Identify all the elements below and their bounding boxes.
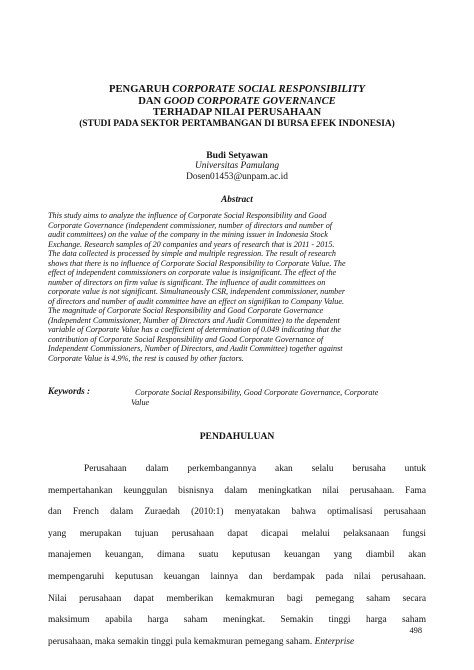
keywords-line-2: Value (131, 398, 150, 407)
keywords-line-1: Corporate Social Responsibility, Good Corporate Governance, Corporate (135, 388, 379, 397)
author-block (48, 150, 426, 183)
abstract-line: The magnitude of Corporate Social Responsibility and Good Corporate Governance (48, 306, 324, 315)
abstract-line: Exchange. Research samples of 20 companies and years of research that is 2011 - 2015. (48, 239, 335, 249)
abstract-line: variable of Corporate Value has a coefficient of determination of 0.049 indicating that the (48, 325, 341, 334)
body-line: manajemen keuangan, dimana suatu keputusan keuangan yang diambil akan (48, 550, 426, 561)
abstract-line: (Independent Commissioner, Number of Directors and Audit Committee) to the dependent (48, 315, 340, 325)
page-number: 498 (409, 626, 422, 635)
title-line-2: DAN GOOD CORPORATE GOVERNANCE (138, 95, 336, 107)
abstract-line: corporate value is not significant. Simultaneously CSR, independent commissioner, number (48, 287, 345, 296)
author-email: Dosen01453@unpam.ac.id (186, 172, 288, 182)
title-line-4: (STUDI PADA SEKTOR PERTAMBANGAN DI BURSA EFEK INDONESIA) (79, 118, 395, 129)
author-name: Budi Setyawan (206, 150, 268, 161)
body-line: Perusahaan dalam perkembangannya akan selalu berusaha untuk (84, 464, 426, 474)
body-line: yang merupakan tujuan perusahaan dapat dicapai melalui pelaksanaan fungsi (48, 528, 426, 539)
body-line: maksimum apabila harga saham meningkat. Semakin tinggi harga saham (48, 615, 426, 626)
abstract-heading: Abstract (221, 194, 253, 204)
abstract-body (48, 211, 426, 363)
abstract-line: contribution of Corporate Social Responsibility and Good Corporate Governance of (48, 334, 324, 344)
body-line: Nilai perusahaan dapat memberikan kemakmuran bagi pemegang saham secara (48, 593, 426, 604)
abstract-line: The data collected is processed by simple and multiple regression. The result of research (48, 249, 336, 258)
abstract-line: effect of independent commissioners on corporate value is insignificant. The effect of the (48, 268, 337, 277)
body-text (48, 459, 426, 653)
abstract-line: audit committees) on the value of the company in the mining issuer in Indonesia Stock (48, 230, 328, 239)
body-line-last: perusahaan, maka semakin tinggi pula kemakmuran pemegang saham. Enterprise (48, 636, 355, 647)
title-line-3: TERHADAP NILAI PERUSAHAAN (152, 107, 322, 119)
keywords-label: Keywords : (48, 386, 91, 396)
abstract-line: shows that there is no influence of Corporate Social Responsibility to Corporate Value. The (48, 258, 346, 268)
abstract-line: Corporate Value is 4.9%, the rest is caused by other factors. (48, 353, 244, 363)
title-line-1: PENGARUH CORPORATE SOCIAL RESPONSIBILITY (109, 84, 365, 95)
abstract-line: number of directors on firm value is significant. The influence of audit committees on (48, 277, 326, 287)
abstract-line: Corporate Governance (independent commissioner, number of directors and number of (48, 220, 333, 230)
body-line: mempertahankan keunggulan bisnisnya dalam meningkatkan nilai perusahaan. Fama (48, 485, 426, 496)
author-affiliation: Universitas Pamulang (194, 161, 280, 171)
body-line: dan French dalam Zuraedah (2010:1) menyatakan bahwa optimalisasi perusahaan (48, 507, 426, 518)
section-heading: PENDAHULUAN (199, 431, 275, 442)
abstract-line: of directors and number of audit committee have an effect on signifikan to Company Value. (48, 296, 344, 306)
abstract-line: This study aims to analyze the influence of Corporate Social Responsibility and Good (48, 211, 327, 220)
paper-title (48, 84, 426, 130)
abstract-line: Independent Commissioners, Number of Directors, and Audit Committee) together against (48, 344, 343, 353)
body-line: mempengaruhi keputusan keuangan lainnya dan berdampak pada nilai perusahaan. (48, 571, 426, 582)
